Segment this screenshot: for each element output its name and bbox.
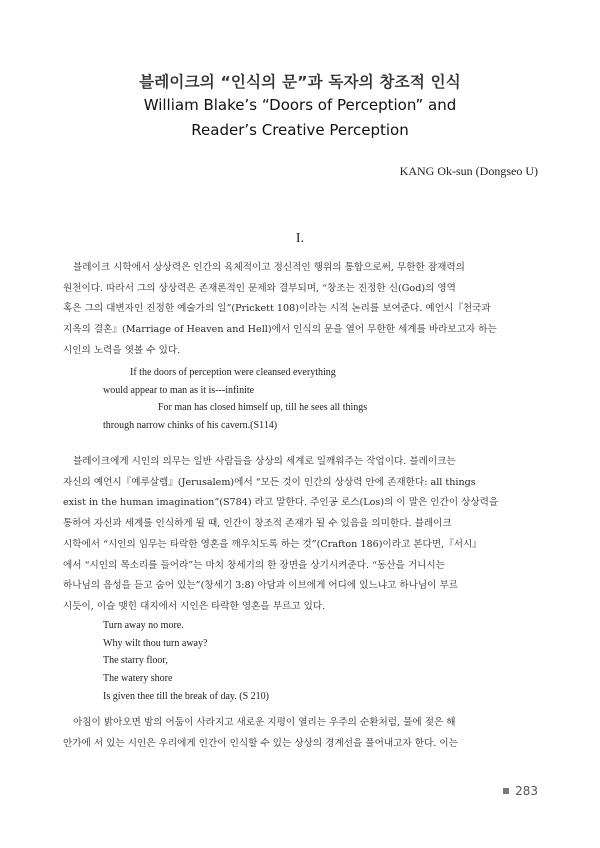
text-line: 에서 “시인의 목소리를 들어라”는 마치 창세기의 한 장면을 상기시켜준다. “동산을 거니시는 — [63, 559, 445, 571]
text-line: 통하여 자신과 세계를 인식하게 될 때, 인간이 창조적 존재가 될 수 있음을 의미한다. 블레이크 — [63, 518, 452, 530]
quote-line: through narrow chinks of his cavern.(S114) — [103, 420, 278, 432]
quote-line: If the doors of perception were cleansed everything — [130, 367, 336, 378]
text-line: exist in the human imagination”(S784) 라고 말한다. 주인공 로스(Los)의 이 말은 인간이 상상력을 — [63, 497, 499, 509]
text-line: 시학에서 “시인의 임무는 타락한 영혼을 깨우치도록 하는 것”(Crafton 186)이라고 본다면,『서시』 — [63, 538, 482, 550]
author-affiliation: KANG Ok-sun (Dongseo U) — [399, 164, 538, 178]
title-english-line-2: Reader’s Creative Perception — [191, 121, 409, 139]
text-line: 안가에 서 있는 시인은 우리에게 인간이 인식할 수 있는 상상의 경계선을 풀어내고자 한다. 이는 — [63, 737, 458, 749]
title-english-line-1: William Blake’s “Doors of Perception” and — [143, 96, 457, 114]
text-line: 하나님의 음성을 듣고 숨어 있는”(창세기 3:8) 아담과 이브에게 어디에 있느냐고 하나님이 부르 — [63, 580, 459, 592]
text-line: 시듯이, 이슬 맺힌 대지에서 시인은 타락한 영혼을 부르고 있다. — [63, 600, 326, 612]
text-line: 블레이크 시학에서 상상력은 인간의 육체적이고 정신적인 행위의 통합으로써, 무한한 잠재력의 — [73, 262, 465, 273]
page-number-text: 283 — [515, 784, 538, 798]
text-line: 혹은 그의 대변자인 진정한 예술가의 일”(Prickett 108)이라는 시적 논리를 보여준다. 예언시『천국과 — [63, 303, 491, 315]
quote-line: Turn away no more. — [103, 620, 184, 631]
block-quote-2 — [103, 617, 269, 706]
block-quote-1 — [103, 364, 367, 435]
square-bullet-icon — [503, 788, 509, 794]
quote-line: would appear to man as it is---infinite — [103, 384, 255, 396]
quote-line: The watery shore — [103, 673, 173, 685]
quote-line: Why wilt thou turn away? — [103, 637, 208, 649]
text-line: 블레이크에게 시인의 의무는 일반 사람들을 상상의 세계로 일깨워주는 작업이다. 블레이크는 — [73, 456, 456, 467]
section-heading: I. — [295, 231, 305, 246]
text-line: 시인의 노력을 엿볼 수 있다. — [63, 344, 181, 356]
quote-line: Is given thee till the break of day. (S 210) — [103, 690, 269, 702]
text-line: 원천이다. 따라서 그의 상상력은 존재론적인 문제와 결부되며, “창조는 진정한 신(God)의 영역 — [63, 282, 456, 294]
quote-line: For man has closed himself up, till he sees all things — [158, 402, 368, 414]
body-paragraph-3 — [63, 713, 539, 754]
text-line: 자신의 예언시『예루살렘』(Jerusalem)에서 “모든 것이 인간의 상상력 안에 존재한다: all things — [63, 476, 476, 488]
body-paragraph-1 — [63, 258, 539, 362]
page-number — [503, 784, 538, 798]
text-line: 아침이 밝아오면 밤의 어둠이 사라지고 새로운 지평이 열리는 우주의 순환처럼, 물에 젖은 해 — [73, 717, 456, 728]
body-paragraph-2 — [63, 452, 539, 618]
text-line: 지옥의 결혼』(Marriage of Heaven and Hell)에서 인식의 문을 열어 무한한 세계를 바라보고자 하는 — [63, 324, 497, 336]
quote-line: The starry floor, — [103, 655, 168, 667]
title-korean: 블레이크의 “인식의 문”과 독자의 창조적 인식 — [139, 73, 461, 91]
